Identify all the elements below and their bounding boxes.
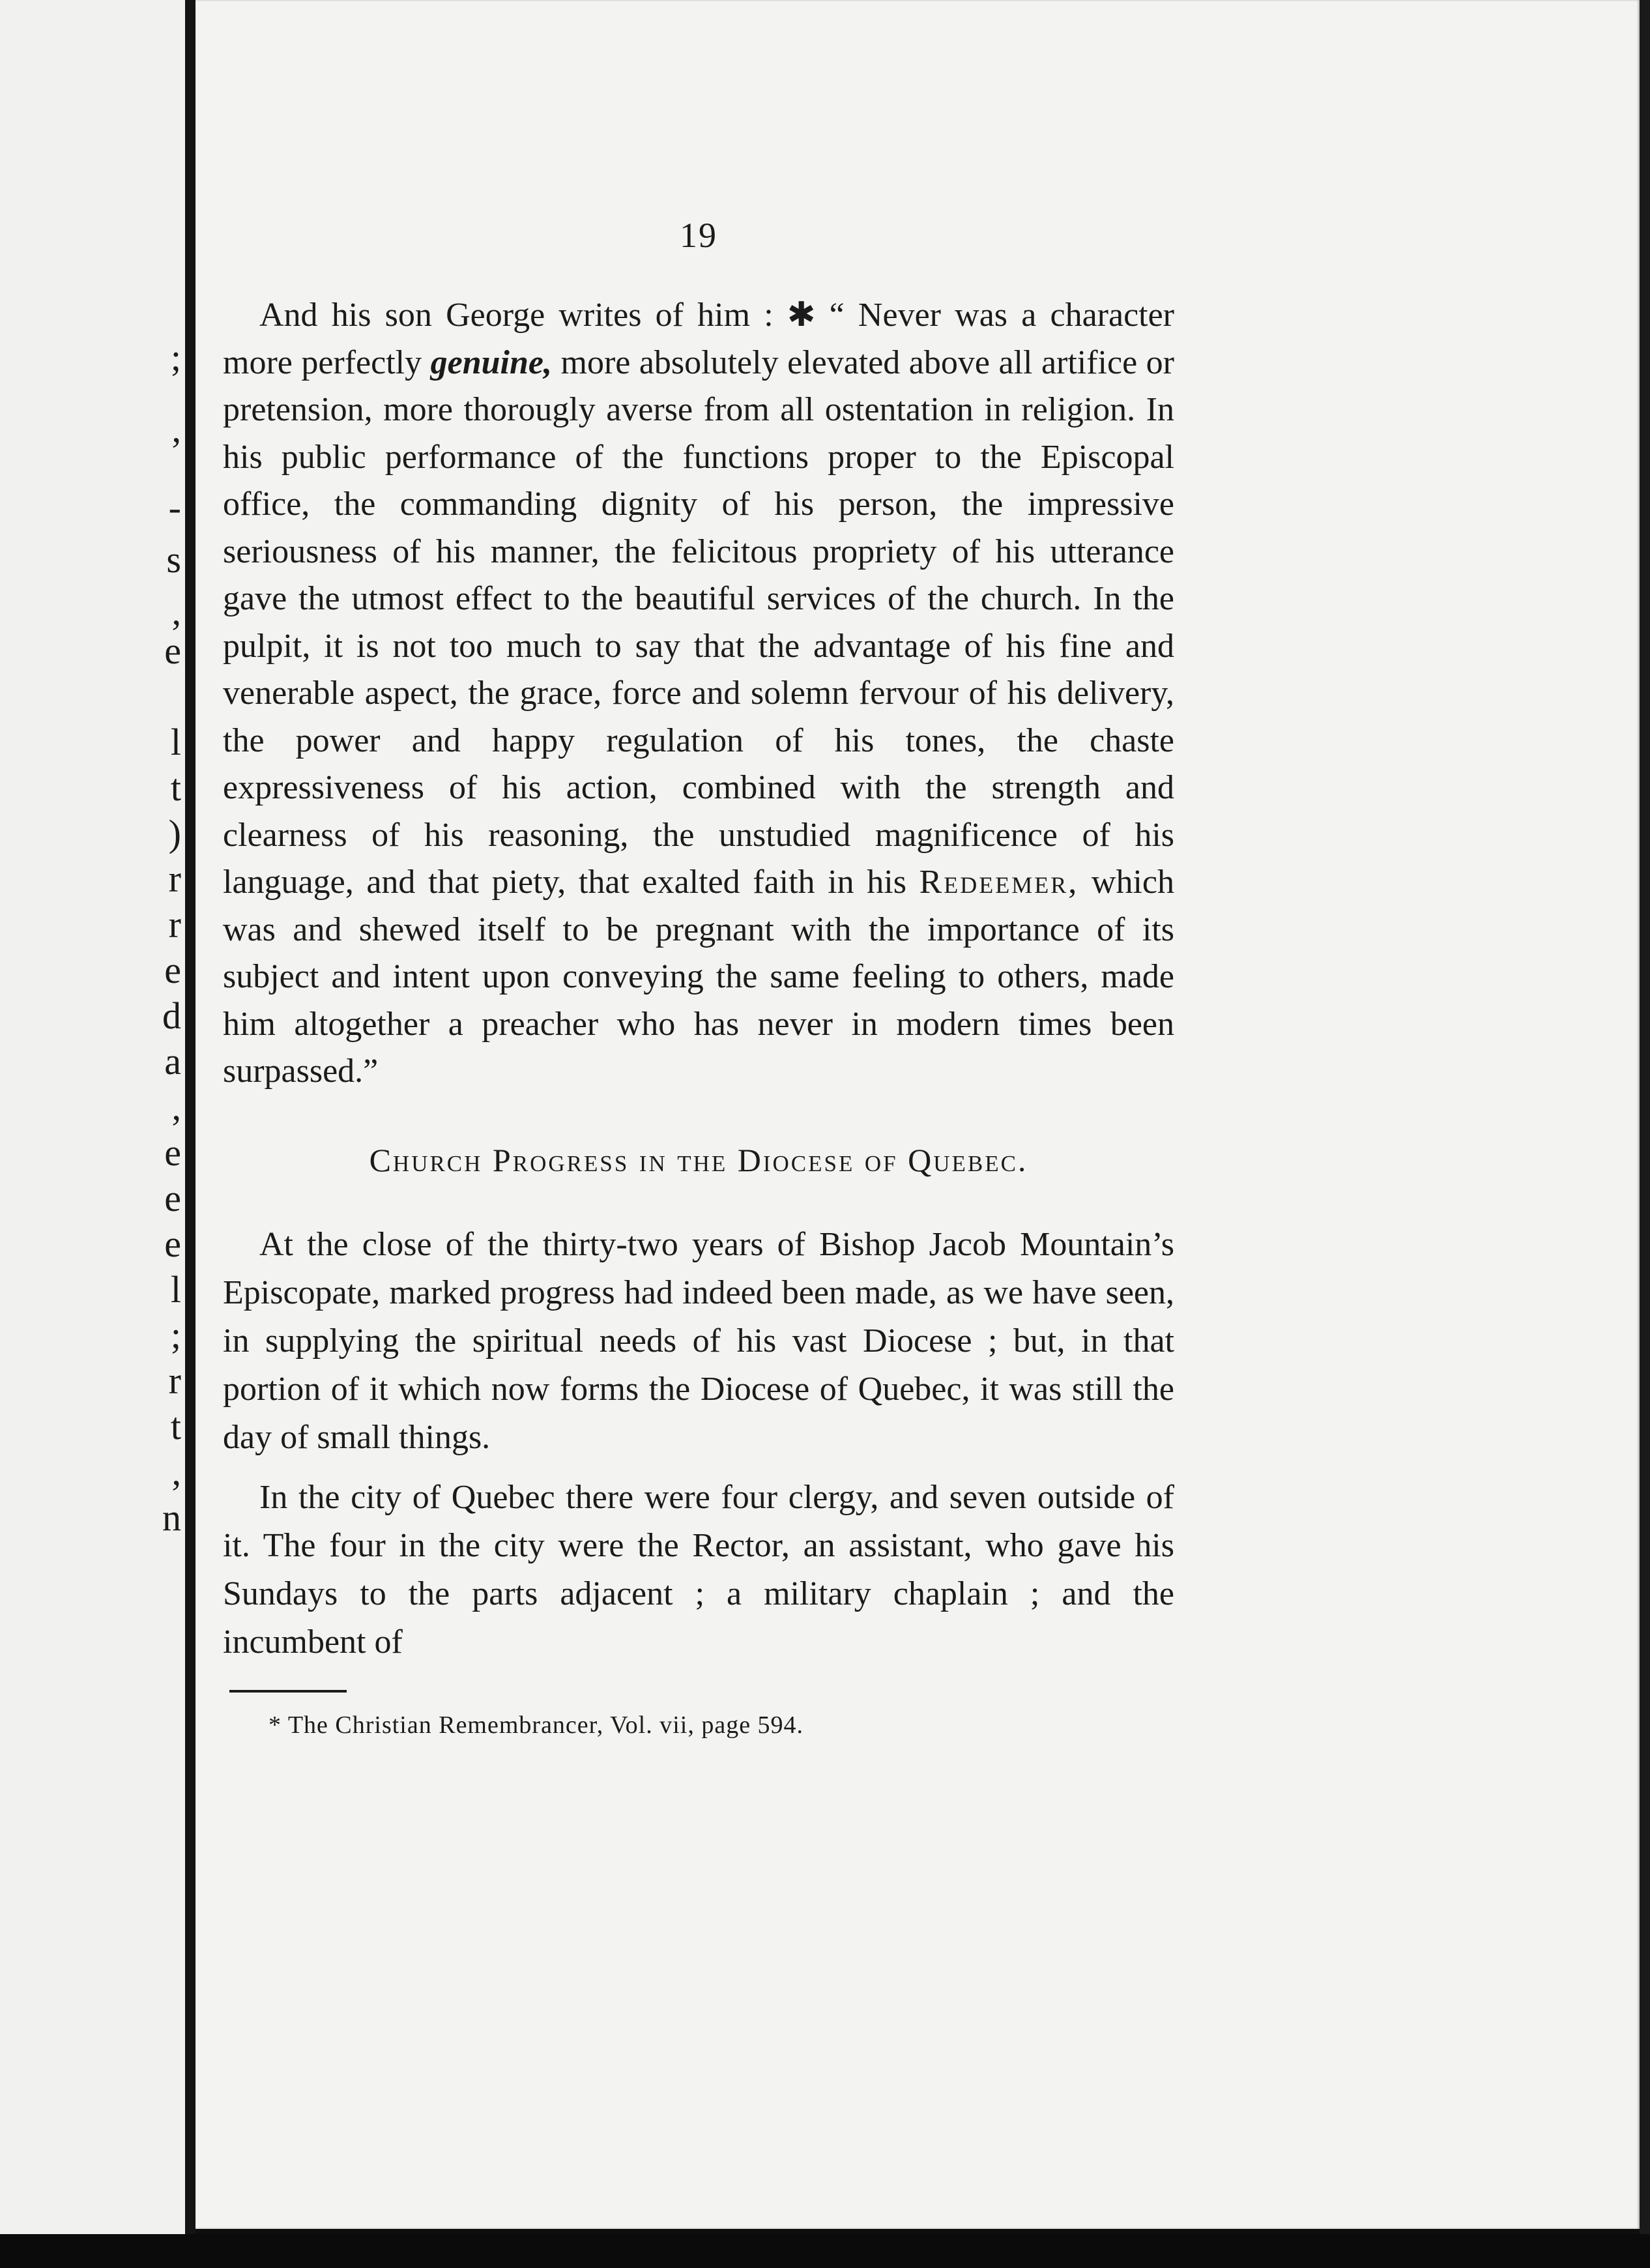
section-heading: Church Progress in the Diocese of Quebec. <box>369 1141 1028 1178</box>
margin-glyph: r <box>168 903 181 946</box>
margin-glyph: ; <box>170 1314 181 1356</box>
quote-paragraph <box>223 292 1174 1096</box>
margin-glyph: , <box>171 408 181 450</box>
margin-glyph: e <box>164 1177 181 1219</box>
quote-text-start: And his son George writes of him : ✱ “ Never was a character more perfectly <box>223 297 1174 381</box>
margin-glyph: l <box>170 721 181 763</box>
margin-glyph: e <box>164 949 181 991</box>
bottom-scan-edge <box>0 2234 1650 2268</box>
margin-glyph: s <box>166 538 181 581</box>
right-scan-edge <box>1640 0 1650 2268</box>
margin-glyph: l <box>170 1268 181 1311</box>
margin-glyph: d <box>162 995 181 1037</box>
margin-glyph: ; <box>170 336 181 379</box>
margin-glyph: t <box>170 766 181 809</box>
emphasis-genuine: genuine, <box>430 343 552 381</box>
body-paragraph: At the close of the thirty-two years of Bishop Jacob Mountain’s Episcopate, marked progress had indeed been made, as we have seen, in supplying the spiritual needs of his vast Diocese ; but, in that portion of it which now forms the Diocese of Quebec, it was still the day of small things. <box>223 1225 1174 1456</box>
redeemer-smallcaps: Redeemer, <box>919 864 1079 901</box>
margin-glyph: a <box>164 1040 181 1083</box>
left-facing-page <box>0 0 185 2242</box>
margin-glyph: t <box>170 1405 181 1447</box>
body-paragraph: In the city of Quebec there were four clergy, and seven outside of it. The four in the city were the Rector, an assistant, who gave his Sundays to the parts adjacent ; a military chaplain ; and the incumbent of <box>223 1478 1174 1661</box>
page-number: 19 <box>680 216 717 255</box>
margin-glyph: , <box>171 1086 181 1128</box>
margin-glyph: e <box>164 1131 181 1174</box>
margin-glyph: , <box>171 590 181 633</box>
margin-glyph: , <box>171 1451 181 1493</box>
margin-glyph: n <box>162 1496 181 1539</box>
margin-glyph: r <box>168 1359 181 1402</box>
margin-glyph: e <box>164 630 181 672</box>
margin-glyph: e <box>164 1223 181 1265</box>
quote-text-end: which was and shewed itself to be pregnant with the importance of its subject and intent upon conveying the same feeling to others, made him altogether a preacher who has never in modern times been surpassed.” <box>223 864 1174 1090</box>
binding-gutter <box>185 0 195 2248</box>
footnote-rule <box>229 1690 347 1693</box>
page-text <box>223 215 1174 1739</box>
margin-glyph: ) <box>168 812 181 854</box>
margin-glyph: r <box>168 858 181 900</box>
quote-text-middle: more absolutely elevated above all artifice or pretension, more thorougly averse from all ostentation in religion. In his public performance of the functions proper to the Episcopal office, the commanding dignity of his person, the impressive seriousness of his manner, the felicitous propriety of his utterance gave the utmost effect to the beautiful services of the church. In the pulpit, it is not too much to say that the advantage of his fine and venerable aspect, the grace, force and solemn fervour of his delivery, the power and happy regulation of his tones, the chaste expressiveness of his action, combined with the strength and clearness of his reasoning, the unstudied magnificence of his language, and that piety, that exalted faith in his <box>223 343 1174 901</box>
margin-glyph: - <box>168 486 181 529</box>
footnote: * The Christian Remembrancer, Vol. vii, page 594. <box>268 1711 804 1739</box>
